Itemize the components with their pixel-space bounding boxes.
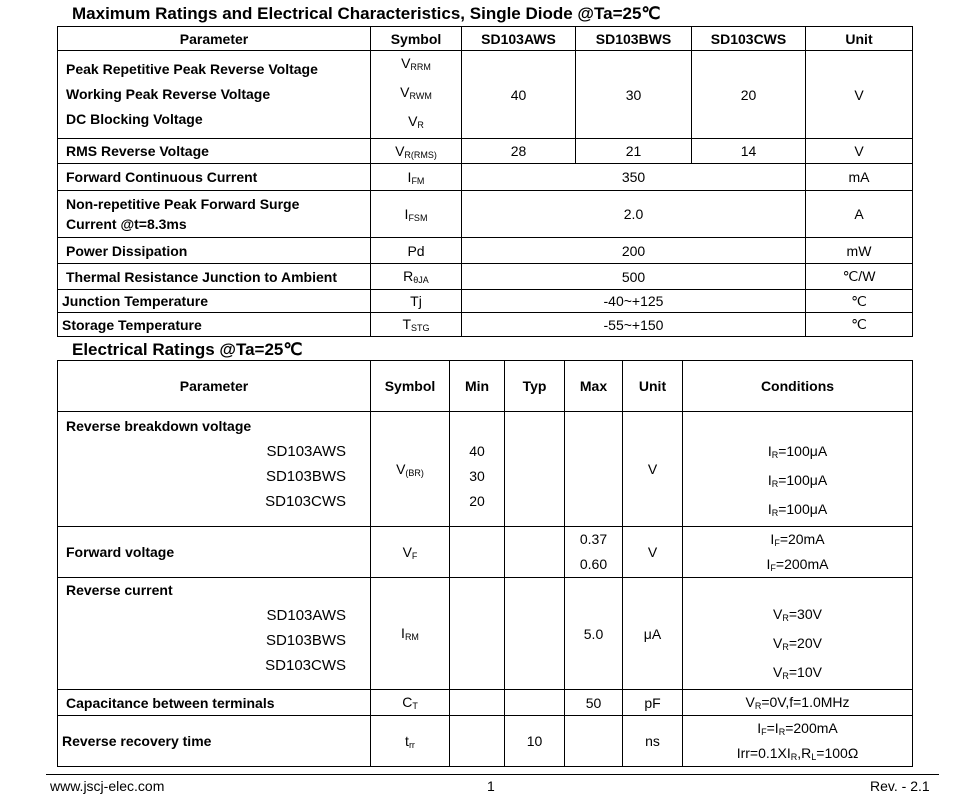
value-a: 28 [462, 139, 576, 164]
table-row [58, 578, 913, 690]
param-breakdown-cell [58, 412, 371, 527]
condition-if-200ma: $I_F=200mA$ [766, 556, 829, 573]
model-sd103bws: SD103BWS [265, 632, 346, 649]
max-vf-200ma: 0.60 [579, 556, 608, 572]
header-unit: Unit [623, 361, 683, 412]
header-unit: Unit [806, 27, 913, 51]
table-row [58, 139, 913, 164]
unit-cell: V [806, 51, 913, 139]
symbol-rthja: $R_{\theta JA}$ [371, 264, 462, 290]
electrical-ratings-title: Electrical Ratings @Ta=25℃ [72, 340, 303, 359]
footer-page-number: 1 [487, 778, 495, 794]
symbol-vrrm: $V_{RRM}$ [401, 55, 431, 72]
symbol-tj: Tj [371, 290, 462, 313]
symbol-ifm: $I_{FM}$ [371, 164, 462, 191]
table-row [58, 290, 913, 313]
table-row [58, 164, 913, 191]
header-parameter: Parameter [58, 361, 371, 412]
header-symbol: Symbol [371, 361, 450, 412]
param-ifsm [58, 191, 371, 238]
param-pd: Power Dissipation [58, 238, 371, 264]
conditions-cell [683, 716, 913, 767]
unit-cell: ns [623, 716, 683, 767]
symbol-vbr: $V_{(BR)}$ [371, 412, 450, 527]
conditions-cell [683, 412, 913, 527]
max-cell [565, 412, 623, 527]
value-b: 30 [576, 51, 692, 139]
param-ifsm-line1: Non-repetitive Peak Forward Surge [66, 196, 300, 212]
table-header-row [58, 27, 913, 51]
max-vf-20ma: 0.37 [579, 531, 608, 547]
value-rth: 500 [462, 264, 806, 290]
condition-trr-1: $I_F=I_R=200mA$ [757, 720, 838, 737]
value-b: 21 [576, 139, 692, 164]
param-rms: RMS Reverse Voltage [58, 139, 371, 164]
header-max: Max [565, 361, 623, 412]
param-breakdown: Reverse breakdown voltage [66, 418, 252, 434]
value-a: 40 [462, 51, 576, 139]
model-sd103aws: SD103AWS [266, 607, 346, 624]
symbol-ifsm: $I_{FSM}$ [371, 191, 462, 238]
max-cell [565, 716, 623, 767]
param-working-peak: Working Peak Reverse Voltage [66, 86, 271, 102]
param-recovery: Reverse recovery time [58, 716, 371, 767]
header-typ: Typ [505, 361, 565, 412]
electrical-ratings-table [57, 360, 913, 767]
symbol-pd: Pd [371, 238, 462, 264]
param-dc-blocking: DC Blocking Voltage [66, 111, 203, 127]
header-sd103bws: SD103BWS [576, 27, 692, 51]
footer-divider [46, 774, 939, 775]
unit-cell: μA [623, 578, 683, 690]
table-row [58, 51, 913, 139]
param-ifsm-line2: Current @t=8.3ms [66, 216, 187, 232]
value-tj: -40~+125 [462, 290, 806, 313]
model-sd103aws: SD103AWS [266, 443, 346, 460]
table-row [58, 264, 913, 290]
symbol-tstg: $T_{STG}$ [371, 313, 462, 337]
min-cell [450, 716, 505, 767]
condition-vr-30v: $V_R=30V$ [773, 606, 822, 623]
unit-cell: V [806, 139, 913, 164]
conditions-cell [683, 578, 913, 690]
header-parameter: Parameter [58, 27, 371, 51]
unit-cell: A [806, 191, 913, 238]
value-pd: 200 [462, 238, 806, 264]
model-sd103cws: SD103CWS [265, 493, 346, 510]
param-reverse-current-cell [58, 578, 371, 690]
table-row [58, 238, 913, 264]
unit-cell: ℃ [806, 313, 913, 337]
header-conditions: Conditions [683, 361, 913, 412]
unit-cell: ℃ [806, 290, 913, 313]
symbol-irm: $I_{RM}$ [371, 578, 450, 690]
table-row [58, 716, 913, 767]
symbol-vf: $V_F$ [371, 527, 450, 578]
min-cell [450, 412, 505, 527]
symbol-ct: $C_T$ [371, 690, 450, 716]
max-irm: 5.0 [565, 578, 623, 690]
param-peak-repetitive: Peak Repetitive Peak Reverse Voltage [66, 61, 318, 77]
table-row [58, 527, 913, 578]
table-header-row [58, 361, 913, 412]
table-row [58, 313, 913, 337]
table-row [58, 412, 913, 527]
symbol-vrrms: $V_{R(RMS)}$ [371, 139, 462, 164]
param-ifm: Forward Continuous Current [58, 164, 371, 191]
symbol-cell [371, 51, 462, 139]
symbol-vr: $V_R$ [408, 113, 424, 130]
header-sd103cws: SD103CWS [692, 27, 806, 51]
param-tj: Junction Temperature [58, 290, 371, 313]
max-ct: 50 [565, 690, 623, 716]
condition-c: $I_R=100\mu A$ [767, 501, 828, 518]
param-capacitance: Capacitance between terminals [58, 690, 371, 716]
condition-b: $I_R=100\mu A$ [767, 472, 828, 489]
conditions-cell [683, 527, 913, 578]
max-cell [565, 527, 623, 578]
condition-vr-10v: $V_R=10V$ [773, 664, 822, 681]
value-ifsm: 2.0 [462, 191, 806, 238]
min-b: 30 [469, 468, 485, 484]
unit-cell: ℃/W [806, 264, 913, 290]
footer-website[interactable]: www.jscj-elec.com [50, 778, 165, 794]
min-c: 20 [469, 493, 485, 509]
param-rth: Thermal Resistance Junction to Ambient [58, 264, 371, 290]
unit-cell: V [623, 412, 683, 527]
header-symbol: Symbol [371, 27, 462, 51]
param-reverse-current: Reverse current [66, 582, 173, 598]
unit-cell: V [623, 527, 683, 578]
model-sd103bws: SD103BWS [265, 468, 346, 485]
symbol-trr: $t_{rr}$ [371, 716, 450, 767]
header-sd103aws: SD103AWS [462, 27, 576, 51]
typ-cell [505, 527, 565, 578]
max-ratings-title: Maximum Ratings and Electrical Characteristics, Single Diode @Ta=25℃ [72, 4, 661, 23]
table-row [58, 191, 913, 238]
condition-trr-2: $Irr=0.1XI_R,R_L=100\Omega$ [736, 745, 859, 762]
unit-cell: pF [623, 690, 683, 716]
condition-vr-20v: $V_R=20V$ [773, 635, 822, 652]
header-min: Min [450, 361, 505, 412]
unit-cell: mA [806, 164, 913, 191]
typ-trr: 10 [505, 716, 565, 767]
param-forward-voltage: Forward voltage [58, 527, 371, 578]
min-cell [450, 578, 505, 690]
model-sd103cws: SD103CWS [265, 657, 346, 674]
value-tstg: -55~+150 [462, 313, 806, 337]
table-row [58, 690, 913, 716]
unit-cell: mW [806, 238, 913, 264]
min-a: 40 [469, 443, 485, 459]
min-cell [450, 690, 505, 716]
value-ifm: 350 [462, 164, 806, 191]
param-cell [58, 51, 371, 139]
value-c: 14 [692, 139, 806, 164]
max-ratings-table [57, 26, 913, 337]
param-tstg: Storage Temperature [58, 313, 371, 337]
min-cell [450, 527, 505, 578]
symbol-vrwm: $V_{RWM}$ [400, 84, 432, 101]
condition-if-20ma: $I_F=20mA$ [770, 531, 825, 548]
typ-cell [505, 578, 565, 690]
typ-cell [505, 412, 565, 527]
footer-revision: Rev. - 2.1 [870, 778, 930, 794]
value-c: 20 [692, 51, 806, 139]
condition-ct: $V_R=0V,f=1.0MHz$ [683, 690, 913, 716]
typ-cell [505, 690, 565, 716]
condition-a: $I_R=100\mu A$ [767, 443, 828, 460]
